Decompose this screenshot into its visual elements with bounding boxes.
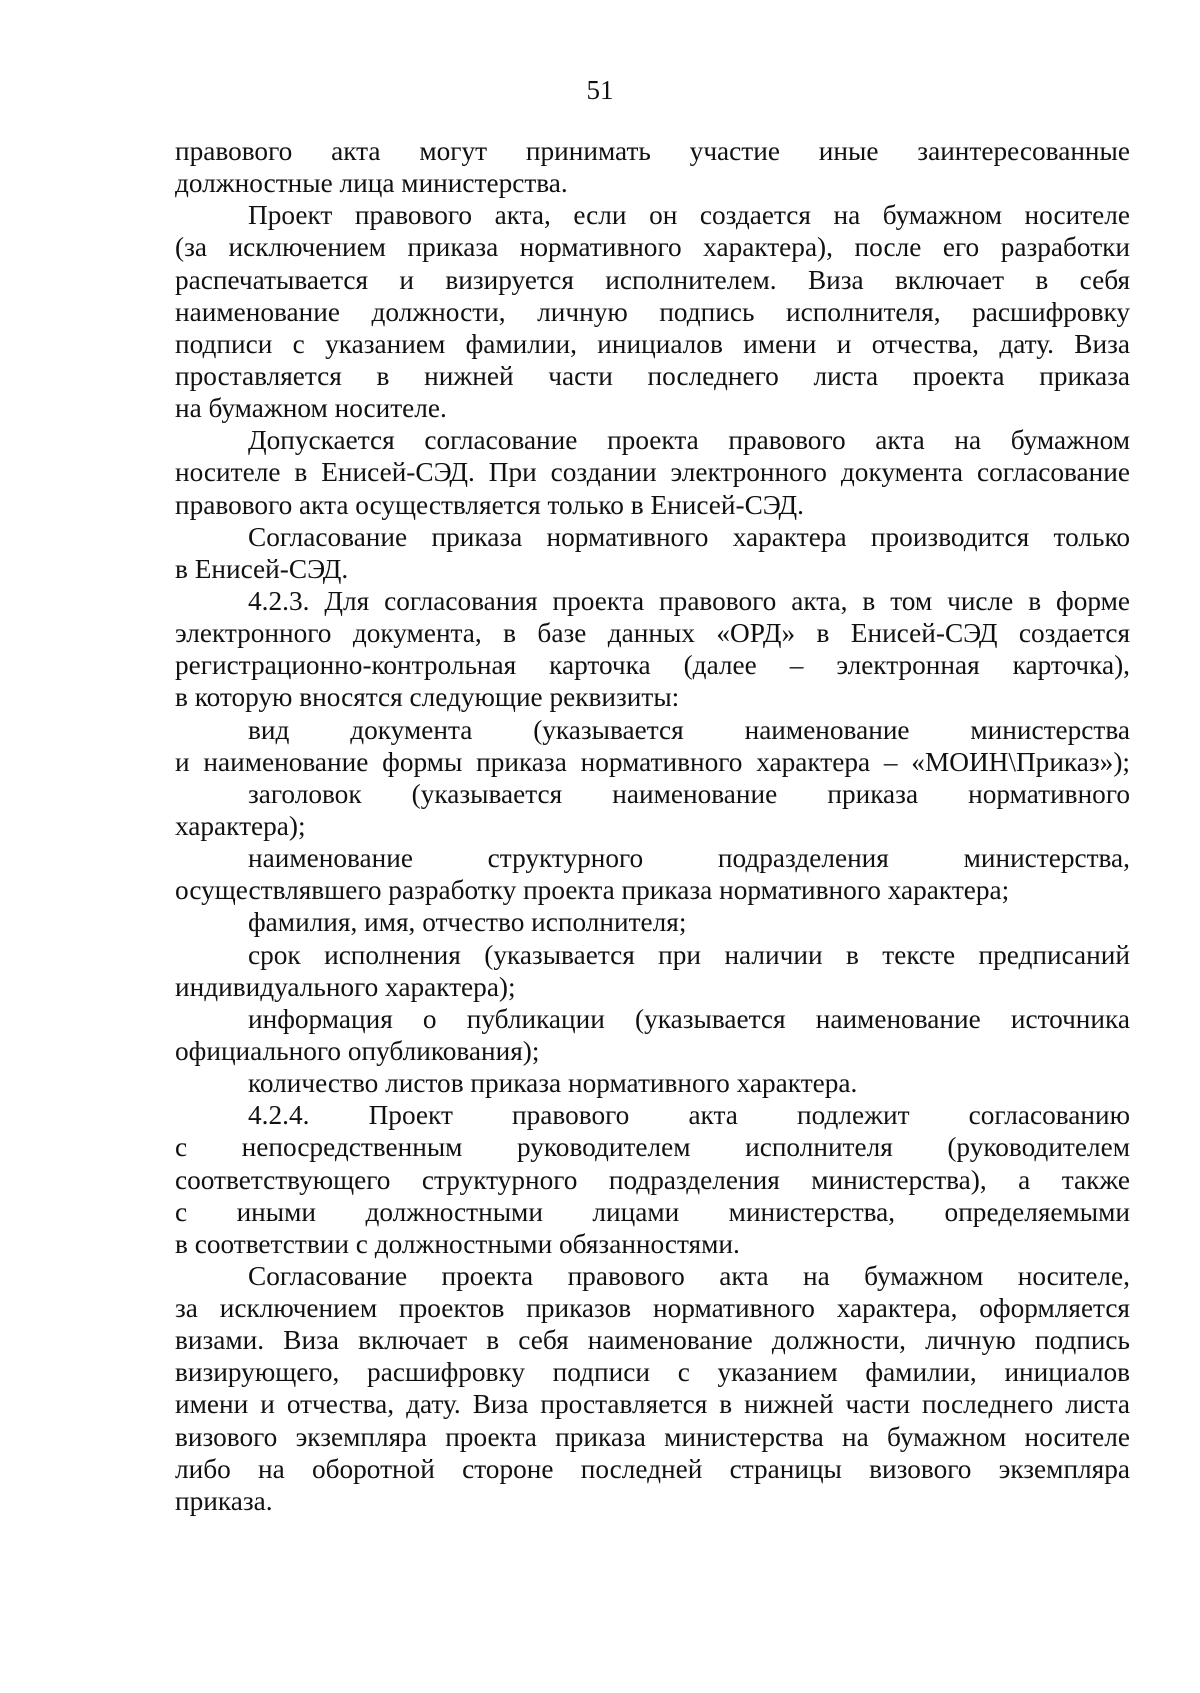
text-line: правового акта осуществляется только в Енисей-СЭД. — [175, 489, 804, 520]
text-line: и наименование формы приказа нормативного характера – «МОИН\Приказ»); — [175, 746, 1130, 777]
text-line: распечатывается и визируется исполнителем. Виза включает в себя — [175, 264, 1130, 295]
text-line: подписи с указанием фамилии, инициалов имени и отчества, дату. Виза — [175, 328, 1130, 359]
text-line: Допускается согласование проекта правового акта на бумажном — [248, 425, 1130, 456]
text-line: осуществлявшего разработку проекта приказа нормативного характера; — [175, 875, 1010, 906]
text-line: должностные лица министерства. — [175, 168, 568, 199]
text-line: наименование должности, личную подпись исполнителя, расшифровку — [175, 296, 1130, 327]
text-line: имени и отчества, дату. Виза проставляется в нижней части последнего листа — [175, 1389, 1130, 1420]
document-body — [175, 135, 1130, 1517]
text-line: приказа. — [175, 1485, 273, 1516]
text-line: в Енисей-СЭД. — [175, 553, 349, 584]
text-line: наименование структурного подразделения министерства, — [248, 843, 1130, 874]
text-line: характера); — [175, 810, 306, 841]
text-line: визами. Виза включает в себя наименование должности, личную подпись — [175, 1325, 1130, 1356]
text-line: на бумажном носителе. — [175, 393, 447, 424]
text-line: официального опубликования); — [175, 1035, 540, 1066]
text-line: Согласование приказа нормативного характера производится только — [248, 521, 1130, 552]
text-line: количество листов приказа нормативного характера. — [248, 1068, 858, 1099]
text-line: либо на оборотной стороне последней страницы визового экземпляра — [175, 1453, 1130, 1484]
text-line: Согласование проекта правового акта на бумажном носителе, — [248, 1260, 1130, 1291]
text-line: вид документа (указывается наименование министерства — [248, 714, 1130, 745]
page-number: 51 — [586, 75, 614, 105]
text-line: визового экземпляра проекта приказа министерства на бумажном носителе — [175, 1421, 1130, 1452]
text-line: электронного документа, в базе данных «ОРД» в Енисей-СЭД создается — [175, 618, 1130, 649]
text-line: фамилия, имя, отчество исполнителя; — [248, 907, 687, 938]
text-line: в соответствии с должностными обязанностями. — [175, 1228, 740, 1259]
text-line: срок исполнения (указывается при наличии в тексте предписаний — [248, 939, 1130, 970]
text-line: информация о публикации (указывается наименование источника — [248, 1003, 1130, 1034]
text-line: соответствующего структурного подразделения министерства), а также — [175, 1164, 1130, 1195]
text-line: с иными должностными лицами министерства, определяемыми — [175, 1196, 1130, 1227]
text-line: за исключением проектов приказов нормативного характера, оформляется — [175, 1293, 1130, 1324]
text-line: 4.2.3. Для согласования проекта правового акта, в том числе в форме — [248, 585, 1130, 616]
text-line: в которую вносятся следующие реквизиты: — [175, 682, 680, 713]
text-line: 4.2.4. Проект правового акта подлежит согласованию — [248, 1100, 1130, 1131]
text-line: проставляется в нижней части последнего листа проекта приказа — [175, 360, 1130, 391]
text-line: заголовок (указывается наименование приказа нормативного — [248, 778, 1130, 809]
text-line: с непосредственным руководителем исполнителя (руководителем — [175, 1132, 1130, 1163]
text-line: носителе в Енисей-СЭД. При создании электронного документа согласование — [175, 457, 1130, 488]
text-line: регистрационно-контрольная карточка (далее – электронная карточка), — [175, 650, 1130, 681]
text-line: правового акта могут принимать участие иные заинтересованные — [175, 136, 1130, 166]
text-line: Проект правового акта, если он создается на бумажном носителе — [248, 200, 1130, 231]
text-line: визирующего, расшифровку подписи с указанием фамилии, инициалов — [175, 1357, 1130, 1388]
text-line: индивидуального характера); — [175, 971, 516, 1002]
text-line: (за исключением приказа нормативного характера), после его разработки — [175, 232, 1130, 263]
